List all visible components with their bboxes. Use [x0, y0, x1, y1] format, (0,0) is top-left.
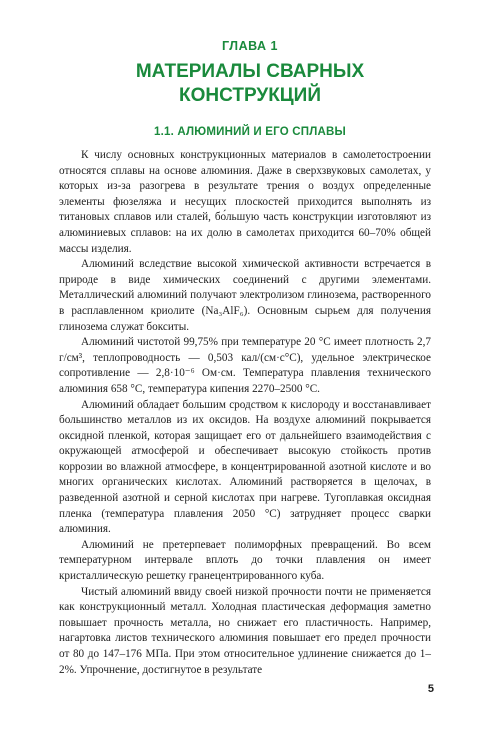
chapter-title-line-2: КОНСТРУКЦИЙ	[179, 85, 321, 106]
paragraph-3: Алюминий чистотой 99,75% при температуре 20 °С имеет плотность 2,7 г/см³, теплопроводность — 0,503 кал/(см·с°С), удельное электрическое сопротивление — 2,8·10⁻⁶ Ом·см. Температура плавления технического алюминия 658 °С, температура кипения 2270–2500 °С.	[59, 336, 431, 395]
paragraph-5: Алюминий не претерпевает полиморфных превращений. Во всем температурном интервале вплоть до точки плавления он имеет кристаллическую решетку гранецентрированного куба.	[59, 538, 431, 583]
chapter-title-line-1: МАТЕРИАЛЫ СВАРНЫХ	[135, 61, 365, 82]
chapter-label: ГЛАВА 1	[222, 39, 278, 53]
page-number: 5	[427, 683, 434, 695]
paragraph-6: Чистый алюминий ввиду своей низкой прочности почти не применяется как конструкционный металл. Холодная пластическая деформация заметно повышает прочность металла, но снижает его пластичность. Например, нагартовка листов технического алюминия повышает его предел прочности от 80 до 147–176 МПа. При этом относительное удлинение снижается до 1–2%. Упрочнение, достигнутое в результате	[59, 585, 431, 676]
paragraph-2: Алюминий вследствие высокой химической активности встречается в природе в виде химических соединений с другими элементами. Металлический алюминий получают электролизом глинозема, растворенного в расплавленном криолите (Na₃AlF₆). Основным сырьем для получения глинозема служат бокситы.	[59, 258, 431, 333]
section-heading: 1.1. АЛЮМИНИЙ И ЕГО СПЛАВЫ	[154, 126, 346, 138]
body-text	[59, 148, 431, 678]
paragraph-1: К числу основных конструкционных материалов в самолетостроении относятся сплавы на основе алюминия. Даже в сверхзвуковых самолетах, у которых из-за разогрева в результате трения о воздух определенные элементы фюзеляжа и несущих плоскостей приходится выполнять из титановых сплавов или сталей, бо́льшую часть конструкции изготовляют из алюминиевых сплавов: на их долю в самолетах приходится 60–70% общей массы изделия.	[59, 149, 431, 255]
chapter-title	[0, 60, 500, 108]
paragraph-4: Алюминий обладает большим сродством к кислороду и восстанавливает большинство металлов из их оксидов. На воздухе алюминий покрывается оксидной пленкой, которая защищает его от дальнейшего взаимодействия с окружающей атмосферой и обеспечивает высокую стойкость против коррозии во влажной атмосфере, в концентрированной азотной кислоте и во многих органических кислотах. Алюминий растворяется в щелочах, в разведенной азотной и серной кислотах при нагреве. Тугоплавкая оксидная пленка (температура плавления 2050 °С) затрудняет процесс сварки алюминия.	[59, 398, 431, 536]
